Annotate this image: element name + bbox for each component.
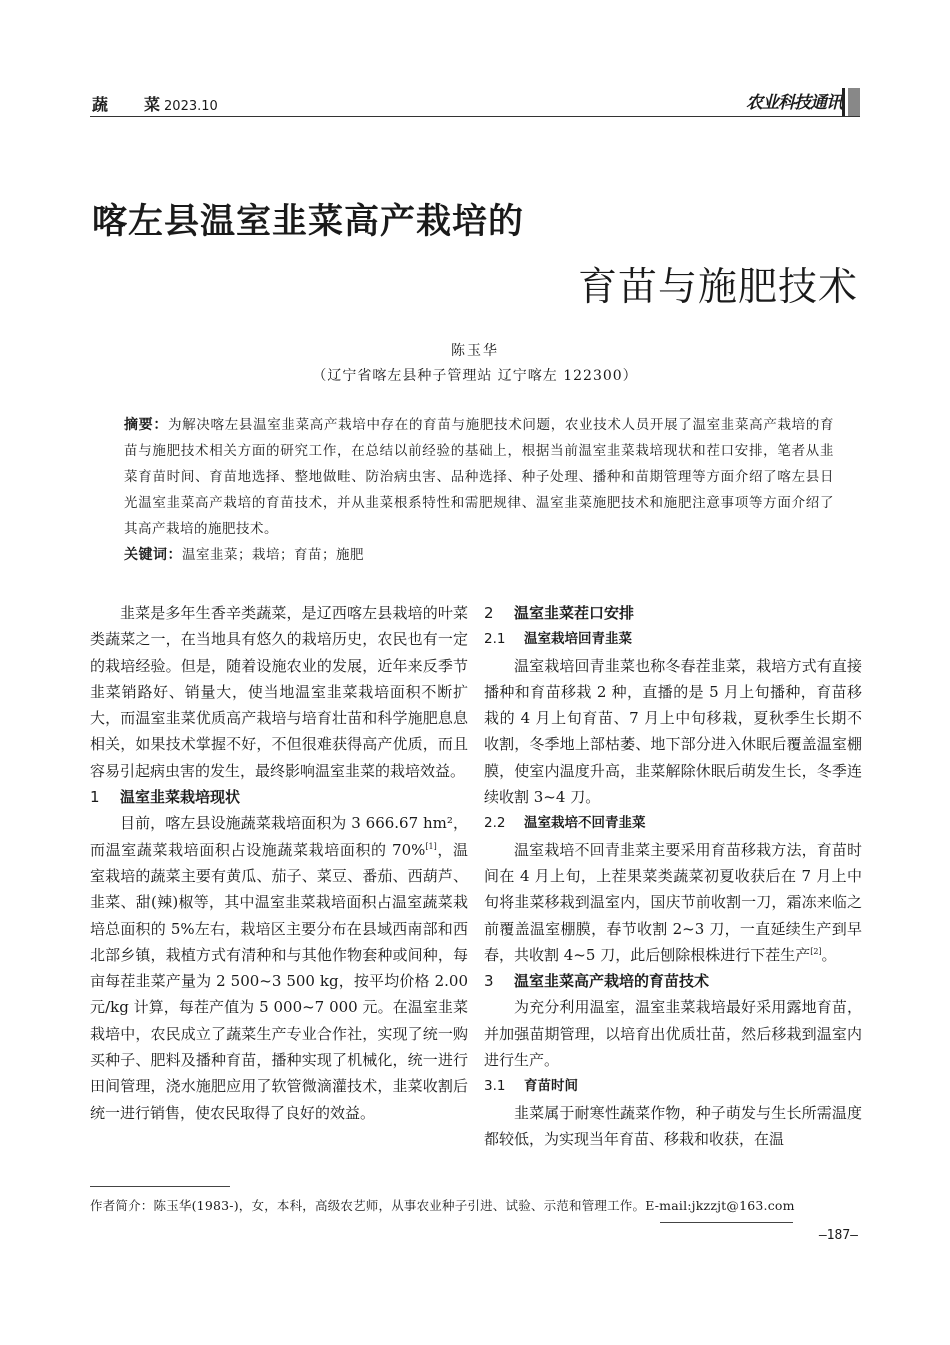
section-3-1-paragraph: 韭菜属于耐寒性蔬菜作物，种子萌发与生长所需温度都较低，为实现当年育苗、移栽和收获，在温 — [484, 1103, 862, 1148]
keywords — [124, 543, 364, 564]
section-2-1-heading: 2.1 温室栽培回青韭菜 — [484, 631, 632, 648]
journal-name: 蔬 菜 2023.10 — [92, 95, 218, 114]
section-1-paragraph: 目前，喀左县设施蔬菜栽培面积为 3 666.67 hm²，而温室蔬菜栽培面积占设施蔬菜栽培面积的 70%[1]，温室栽培的蔬菜主要有黄瓜、茄子、菜豆、番茄、西葫芦、韭菜、甜(辣)椒等，其中温室韭菜栽培面积占温室蔬菜栽培总面积的 5%左右，栽培区主要分布在县域西南部和西北部乡镇，栽植方式有清种和与其他作物套种或间种，每亩每茬韭菜产量为 2 500~3 500 kg，按平均价格 2.00 元/kg 计算，每茬产值为 5 000~7 000 元。在温室韭菜栽培中，农民成立了蔬菜生产专业合作社，实现了统一购买种子、肥料及播种育苗，播种实现了机械化，统一进行田间管理，浇水施肥应用了软管微滴灌技术，韭菜收割后统一进行销售，使农民取得了良好的效益。 — [90, 814, 468, 1122]
citation-1: [1] — [425, 841, 437, 851]
page-number: —187— — [818, 1228, 858, 1243]
section-3-1-heading: 3.1 育苗时间 — [484, 1078, 578, 1095]
section-2-2-paragraph: 温室栽培不回青韭菜主要采用育苗移栽方法，育苗时间在 4 月上旬，上茬果菜类蔬菜初夏收获后在 7 月上中旬将韭菜移栽到温室内，国庆节前收割一刀，霜冻来临之前覆盖温室棚膜，春节收割 2~3 刀，一直延续生产到早春，共收割 4~5 刀，此后刨除根株进行下茬生产[2]。 — [484, 840, 862, 964]
header-rule — [90, 116, 860, 117]
footnote-rule-right — [660, 1222, 793, 1223]
section-3-paragraph: 为充分利用温室，温室韭菜栽培最好采用露地育苗，并加强苗期管理，以培育出优质壮苗，然后移栽到温室内进行生产。 — [484, 998, 862, 1070]
section-1-heading: 1 温室韭菜栽培现状 — [90, 788, 241, 807]
abstract — [124, 412, 834, 542]
header-bar — [842, 88, 845, 116]
keywords-label: 关键词： — [124, 547, 182, 563]
journal-logo: 农业科技通讯 — [746, 93, 842, 113]
article-title-line1: 喀左县温室韭菜高产栽培的 — [92, 202, 525, 242]
journal-issue: 2023.10 — [164, 99, 218, 114]
body-column-left — [90, 600, 468, 1126]
abstract-label: 摘要： — [124, 417, 169, 433]
intro-paragraph: 韭菜是多年生香辛类蔬菜，是辽西喀左县栽培的叶菜类蔬菜之一，在当地具有悠久的栽培历史，农民也有一定的栽培经验。但是，随着设施农业的发展，近年来反季节韭菜销路好、销量大，使当地温室韭菜栽培面积不断扩大，而温室韭菜优质高产栽培与培育壮苗和科学施肥息息相关，如果技术掌握不好，不但很难获得高产优质，而且容易引起病虫害的发生，最终影响温室韭菜的栽培效益。 — [90, 604, 468, 780]
author-affiliation: （辽宁省喀左县种子管理站 辽宁喀左 122300） — [312, 368, 638, 384]
section-3-heading: 3 温室韭菜高产栽培的育苗技术 — [484, 972, 710, 991]
section-2-heading: 2 温室韭菜茬口安排 — [484, 604, 635, 622]
abstract-text: 为解决喀左县温室韭菜高产栽培中存在的育苗与施肥技术问题，农业技术人员开展了温室韭菜高产栽培的育苗与施肥技术相关方面的研究工作，在总结以前经验的基础上，根据当前温室韭菜栽培现状和茬口安排，笔者从韭菜育苗时间、育苗地选择、整地做畦、防治病虫害、品种选择、种子处理、播种和苗期管理等方面介绍了喀左县日光温室韭菜高产栽培的育苗技术，并从韭菜根系特性和需肥规律、温室韭菜施肥技术和施肥注意事项等方面介绍了其高产栽培的施肥技术。 — [124, 417, 835, 537]
article-title-line2: 育苗与施肥技术 — [577, 265, 858, 310]
author-footnote: 作者简介：陈玉华(1983-)，女，本科，高级农艺师，从事农业种子引进、试验、示范和管理工作。E-mail:jkzzjt@163.com — [90, 1198, 795, 1213]
footnote-rule — [90, 1186, 230, 1187]
header-bar-gray — [848, 88, 860, 116]
section-2-1-paragraph: 温室栽培回青韭菜也称冬春茬韭菜，栽培方式有直接播种和育苗移栽 2 种，直播的是 5 月上旬播种，育苗移栽的 4 月上旬育苗、7 月上中旬移栽，夏秋季生长期不收割，冬季地上部枯萎、地下部分进入休眠后覆盖温室棚膜，使室内温度升高，韭菜解除休眠后萌发生长，冬季连续收割 3~4 刀。 — [484, 656, 862, 807]
citation-2: [2] — [810, 946, 822, 956]
keywords-text: 温室韭菜；栽培；育苗；施肥 — [182, 547, 364, 563]
section-2-2-heading: 2.2 温室栽培不回青韭菜 — [484, 815, 646, 832]
author-name: 陈玉华 — [451, 343, 499, 359]
body-column-right — [484, 600, 862, 1152]
